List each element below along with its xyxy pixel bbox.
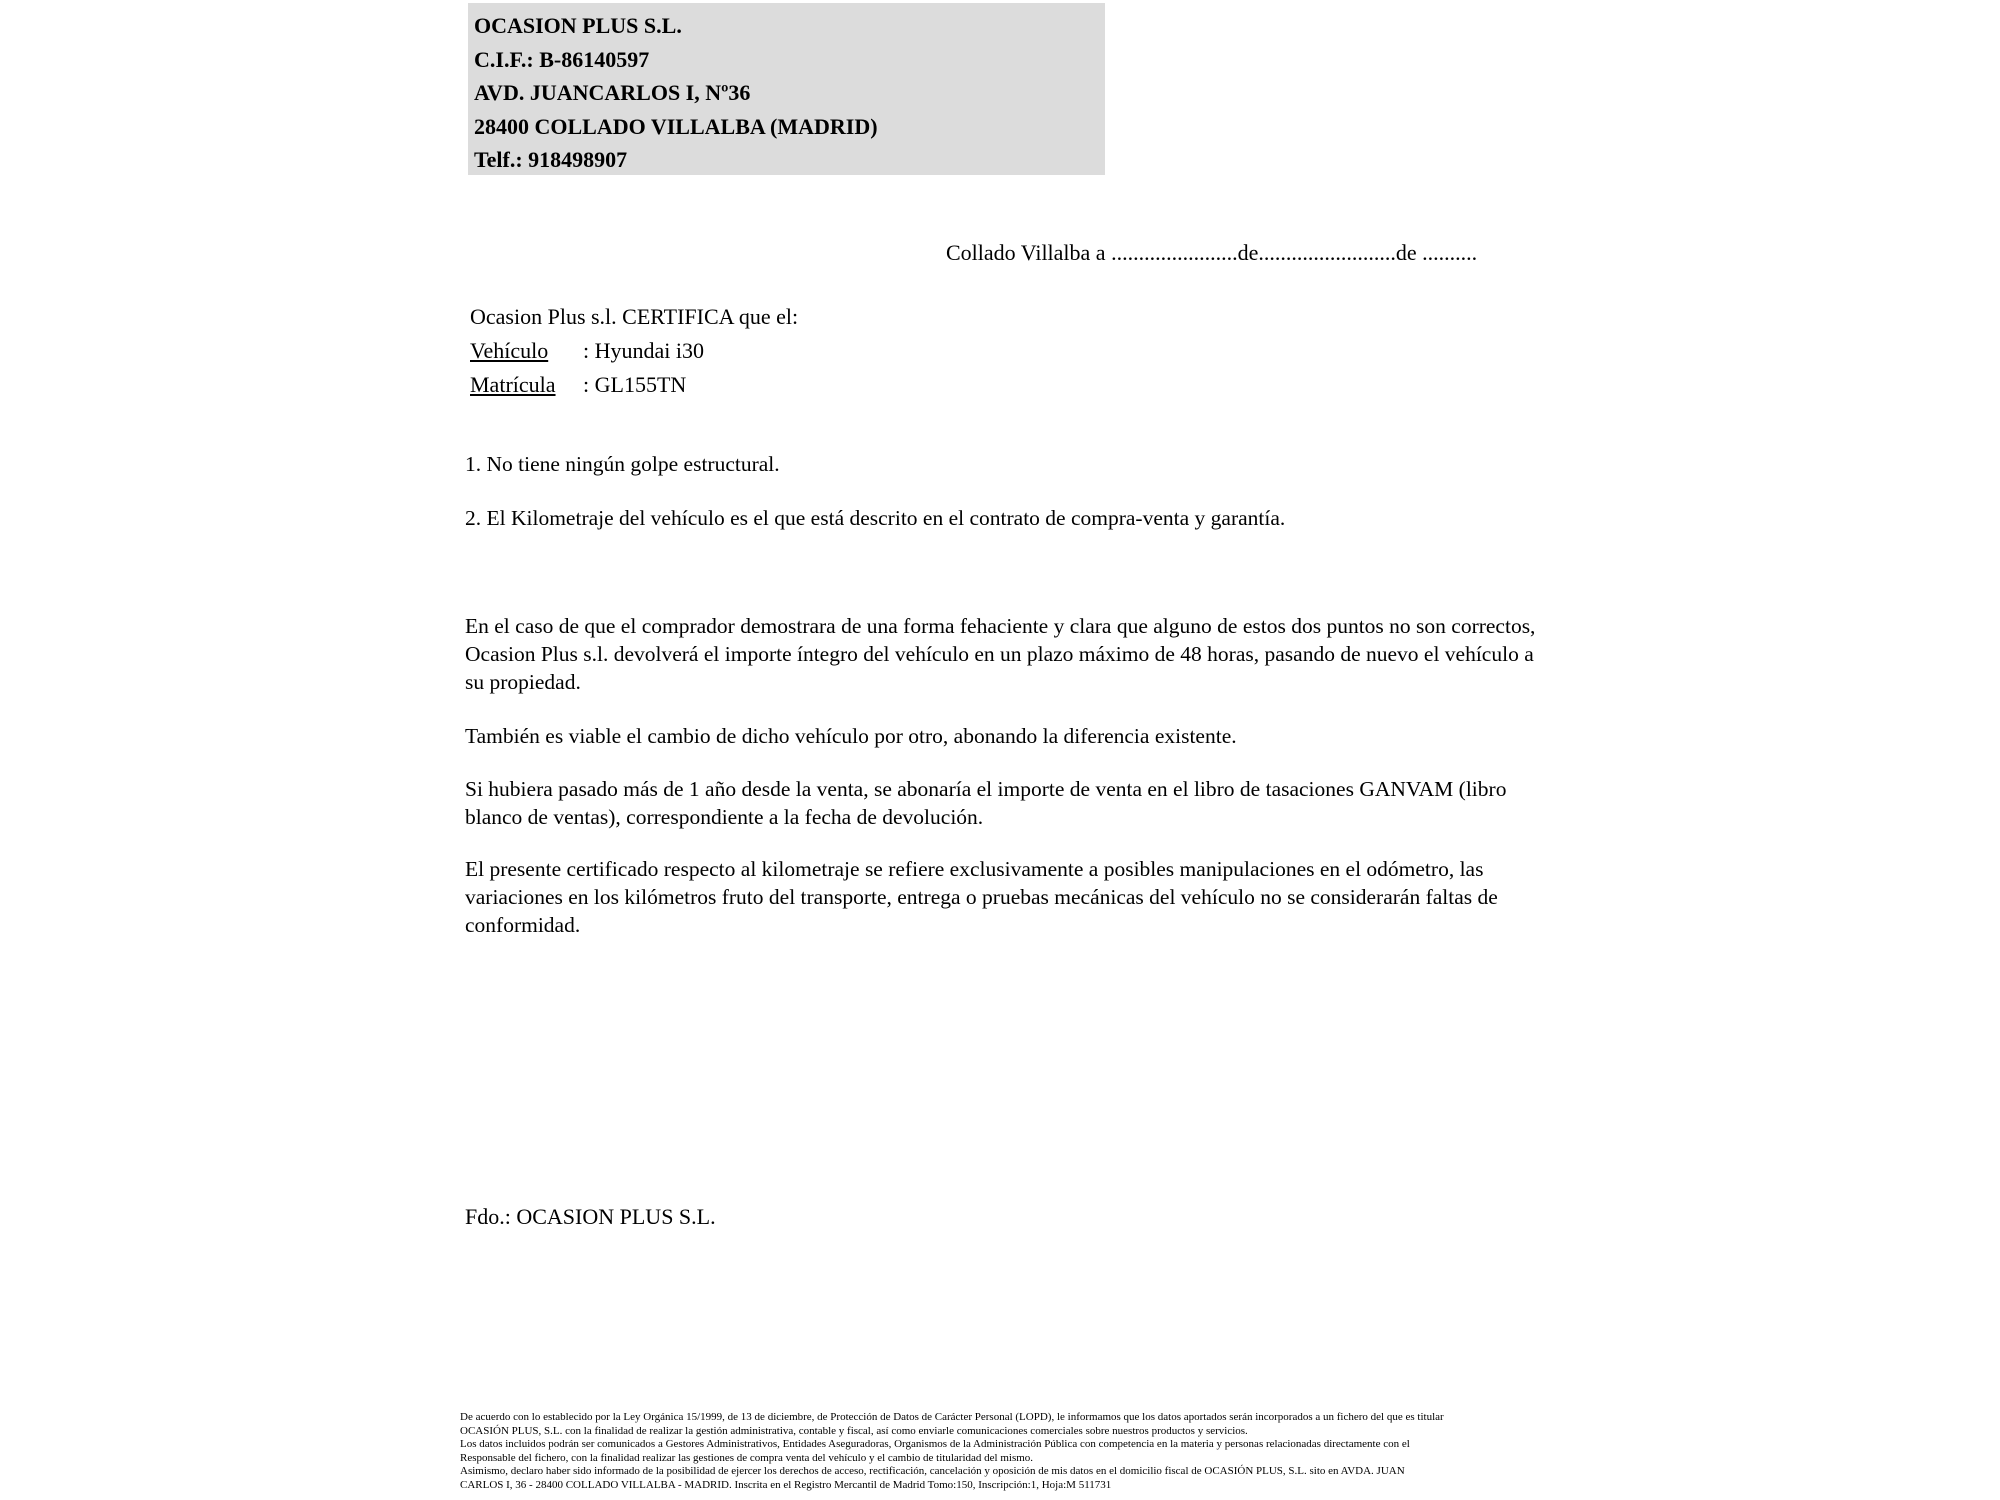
exchange-clause-paragraph: También es viable el cambio de dicho vehículo por otro, abonando la diferencia existente. [465,724,1237,748]
legal-line-4: Responsable del fichero, con la finalidad realizar las gestiones de compra venta del vehículo y el cambio de titularidad del mismo. [460,1451,1034,1464]
company-city: 28400 COLLADO VILLALBA (MADRID) [474,113,878,139]
vehicle-field [470,334,798,368]
odometer-clause-paragraph: El presente certificado respecto al kilometraje se refiere exclusivamente a posibles manipulaciones en el odómetro, las variaciones en los kilómetros fruto del transporte, entrega o pruebas mecánicas del vehículo no se considerarán faltas de conformidad. [465,857,1498,937]
certification-block [470,300,798,402]
legal-line-5: Asimismo, declaro haber sido informado de la posibilidad de ejercer los derechos de acceso, rectificación, cancelación y oposición de mis datos en el domicilio fiscal de OCASIÓN PLUS, S.L. sito en AVDA. JUAN [460,1465,1405,1478]
plate-field [470,368,798,402]
certify-intro: Ocasion Plus s.l. CERTIFICA que el: [470,304,799,329]
date-blank-line: Collado Villalba a .......................de.........................de .......... [946,240,1478,265]
company-name: OCASION PLUS S.L. [474,13,682,38]
plate-value: : GL155TN [583,372,687,397]
company-phone: Telf.: 918498907 [474,147,628,172]
signature-line: Fdo.: OCASION PLUS S.L. [465,1204,716,1229]
plate-label-wrap [470,368,583,402]
ganvam-clause-paragraph: Si hubiera pasado más de 1 año desde la venta, se abonaría el importe de venta en el libro de tasaciones GANVAM (libro blanco de ventas), correspondiente a la fecha de devolución. [465,777,1507,829]
legal-line-1: De acuerdo con lo establecido por la Ley Orgánica 15/1999, de 13 de diciembre, de Protección de Datos de Carácter Personal (LOPD), le informamos que los datos aportados serán incorporados a un fichero del que es titular [460,1411,1444,1423]
legal-line-2: OCASIÓN PLUS, S.L. con la finalidad de realizar la gestión administrativa, contable y fiscal, así como enviarle comunicaciones comerciales sobre nuestros productos y servicios. [460,1424,1248,1437]
refund-clause-paragraph: En el caso de que el comprador demostrara de una forma fehaciente y clara que alguno de estos dos puntos no son correctos, Ocasion Plus s.l. devolverá el importe íntegro del vehículo en un plazo máximo de 48 horas, pasando de nuevo el vehículo a su propiedad. [465,614,1536,694]
certified-point-1: 1. No tiene ningún golpe estructural. [465,452,780,476]
company-cif: C.I.F.: B-86140597 [474,46,650,72]
vehicle-label: Vehículo [470,338,549,363]
plate-label: Matrícula [470,372,556,397]
vehicle-value: : Hyundai i30 [583,338,704,363]
company-info-box [468,3,1105,175]
company-address: AVD. JUANCARLOS I, Nº36 [474,80,751,105]
legal-line-6: CARLOS I, 36 - 28400 COLLADO VILLALBA - MADRID. Inscrita en el Registro Mercantil de Madrid Tomo:150, Inscripción:1, Hoja:M 511731 [460,1478,1112,1491]
legal-fine-print [460,1411,1570,1493]
certified-point-2: 2. El Kilometraje del vehículo es el que está descrito en el contrato de compra-venta y garantía. [465,506,1286,530]
legal-line-3: Los datos incluidos podrán ser comunicados a Gestores Administrativos, Entidades Aseguradoras, Organismos de la Administración Pública con competencia en la materia y personas relacionadas directamente con el [460,1438,1410,1451]
vehicle-label-wrap [470,334,583,368]
